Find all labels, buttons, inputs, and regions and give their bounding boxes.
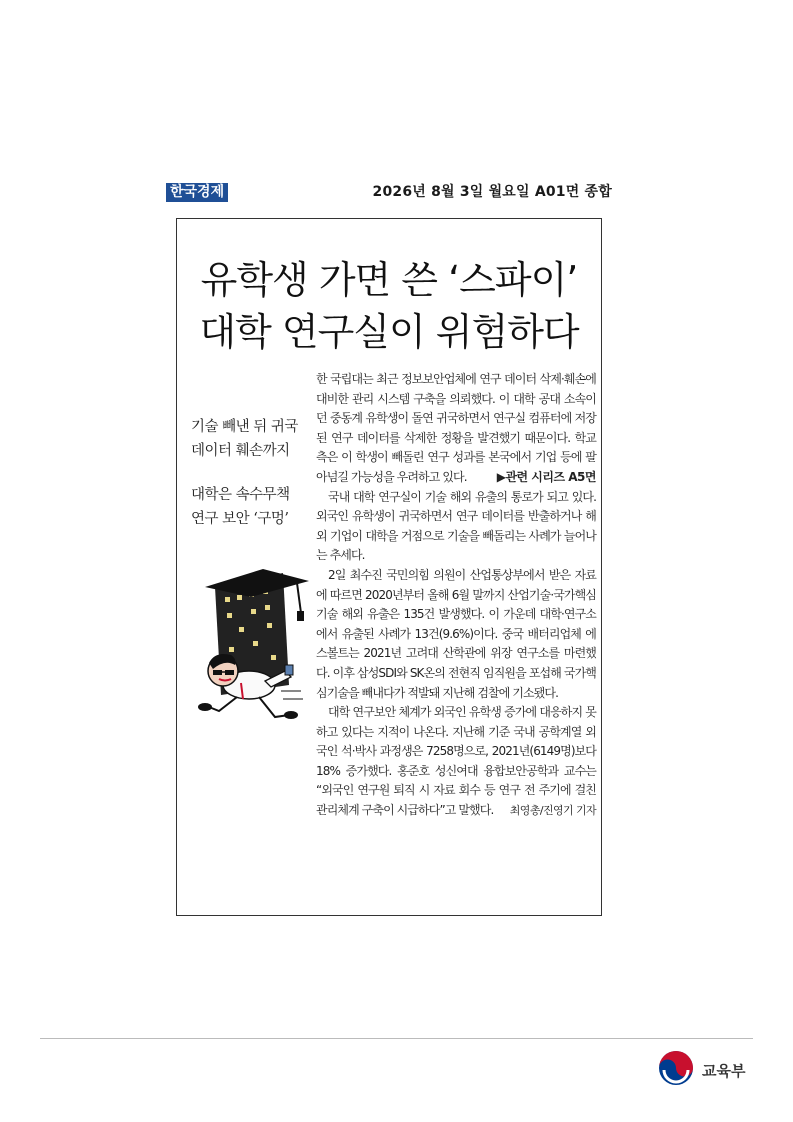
subheadline-1-line-1: 기술 빼낸 뒤 귀국 [191,419,298,435]
paragraph-4-text: 대학 연구보안 체계가 외국인 유학생 증가에 대응하지 못하고 있다는 지적이 나온다. 지난해 기준 국내 공학계열 외국인 석·박사 과정생은 7258명으로, 2021년(6149명)보다 18% 증가했다. 홍준호 성신여대 융합보안공학과 교수는 “외국인 연구원 퇴직 시 자료 회수 등 연구 전 주기에 걸친 관리체계 구축이 시급하다”고 말했다. [316,705,596,818]
article-paragraph-4 [316,703,596,821]
article-paragraph-3: 2일 최수진 국민의힘 의원이 산업통상부에서 받은 자료에 따르면 2020년부터 올해 6월 말까지 산업기술·국가핵심기술 해외 유출은 135건 발생했다. 이 가운데 대학·연구소에서 유출된 사례가 13건(9.6%)이다. 중국 배터리업체 에스볼트는 2021년 고려대 산학관에 위장 연구소를 마련했다. 이후 삼성SDI와 SK온의 전현직 임직원을 포섭해 국가핵심기술을 빼내다가 적발돼 지난해 검찰에 기소됐다. [316,567,596,700]
subheadline-1 [191,415,311,463]
article-paragraph-1 [316,370,596,488]
subheadline-1-line-2: 데이터 훼손까지 [191,443,290,459]
headline-line-2: 대학 연구실이 위험하다 [199,310,579,354]
spy-student-cartoon [185,567,311,729]
newspaper-name: 한국경제 [166,183,228,202]
article-body [316,370,596,821]
ministry-logo [658,1050,758,1086]
subheadline-2-line-1: 대학은 속수무책 [191,487,290,503]
article-paragraph-2: 국내 대학 연구실이 기술 해외 유출의 통로가 되고 있다. 외국인 유학생이 귀국하면서 연구 데이터를 반출하거나 해외 기업이 대학을 거점으로 기술을 빼돌리는 사례가 늘어나는 추세다. [316,489,596,563]
subheadline-2-line-2: 연구 보안 ‘구멍’ [191,511,289,527]
paragraph-1-text: 한 국립대는 최근 정보보안업체에 연구 데이터 삭제·훼손에 대비한 관리 시스템 구축을 의뢰했다. 이 대학 공대 소속이던 중동계 유학생이 돌연 귀국하면서 연구실 컴퓨터에 저장된 연구 데이터를 삭제한 정황을 발견했기 때문이다. 학교 측은 이 학생이 빼돌린 연구 성과를 본국에서 기업 등에 팔아넘길 가능성을 우려하고 있다. [316,372,596,484]
taegeuk-emblem-icon [658,1050,694,1086]
byline: 최영총/진영기 기자 [509,804,596,818]
subheadline-2 [191,483,311,531]
related-series-reference: ▶관련 시리즈 A5면 [496,469,596,484]
masthead [166,183,612,203]
footer-divider [40,1038,753,1039]
article-clipping [176,218,602,916]
headline-line-1: 유학생 가면 쓴 ‘스파이’ [200,258,578,302]
publication-info: 2026년 8월 3일 월요일 A01면 종합 [372,184,612,200]
ministry-name: 교육부 [702,1062,746,1080]
